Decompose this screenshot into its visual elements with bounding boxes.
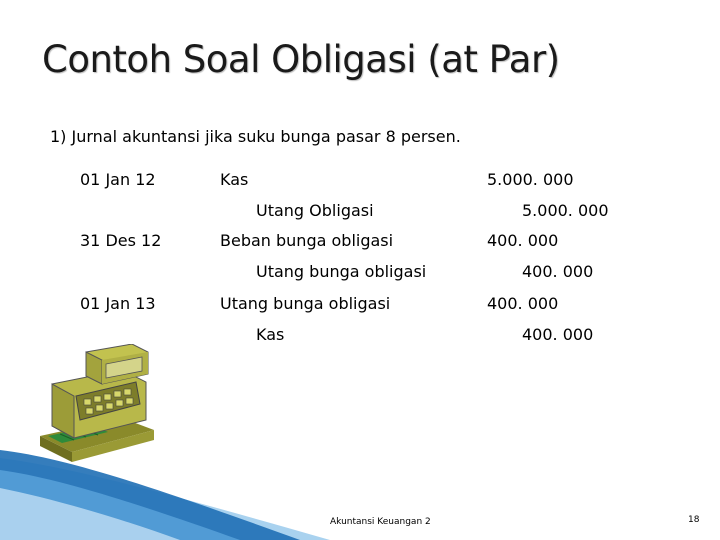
row-account-debit: Kas [220, 170, 249, 189]
row-account-credit: Utang Obligasi [256, 201, 374, 220]
slide-subtitle: 1) Jurnal akuntansi jika suku bunga pasar 8 persen. [50, 127, 461, 146]
row-amount-credit: 5.000. 000 [522, 201, 609, 220]
row-amount-debit: 5.000. 000 [487, 170, 574, 189]
row-date: 01 Jan 12 [80, 170, 156, 189]
row-amount-credit: 400. 000 [522, 325, 594, 344]
row-account-credit: Utang bunga obligasi [256, 262, 427, 281]
row-account-debit: Utang bunga obligasi [220, 294, 391, 313]
row-account-credit: Kas [256, 325, 285, 344]
row-date: 01 Jan 13 [80, 294, 156, 313]
row-amount-debit: 400. 000 [487, 294, 559, 313]
row-account-debit: Beban bunga obligasi [220, 231, 394, 250]
cash-register-icon [36, 344, 160, 464]
row-amount-debit: 400. 000 [487, 231, 559, 250]
row-date: 31 Des 12 [80, 231, 162, 250]
slide-footer: Akuntansi Keuangan 2 [330, 517, 431, 527]
row-amount-credit: 400. 000 [522, 262, 594, 281]
page-number: 18 [688, 515, 700, 525]
slide-title: Contoh Soal Obligasi (at Par) [42, 38, 560, 81]
